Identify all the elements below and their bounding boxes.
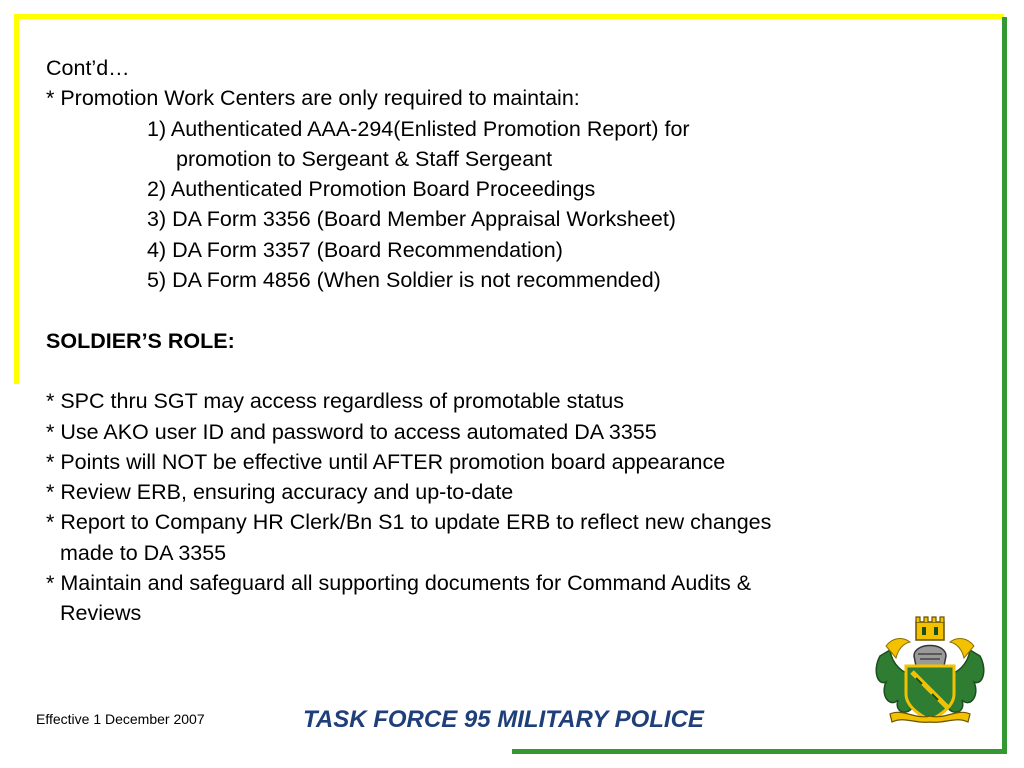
effective-date: Effective 1 December 2007 (36, 711, 205, 727)
list-item-3: 3) DA Form 3356 (Board Member Appraisal Worksheet) (147, 207, 676, 232)
list-item-1: 1) Authenticated AAA-294(Enlisted Promotion Report) for (147, 116, 690, 141)
frame-left-border (14, 14, 19, 384)
bullet-work-centers: * Promotion Work Centers are only required to maintain: (46, 86, 580, 111)
bullet-spc-thru-sgt: * SPC thru SGT may access regardless of promotable status (46, 389, 624, 414)
bullet-report-to-hr: * Report to Company HR Clerk/Bn S1 to update ERB to reflect new changes (46, 510, 772, 535)
bullet-points-effective: * Points will NOT be effective until AFTER promotion board appearance (46, 449, 726, 474)
list-item-4: 4) DA Form 3357 (Board Recommendation) (147, 237, 563, 262)
crest-tower (916, 622, 944, 640)
crest-helmet (914, 646, 946, 667)
bullet-maintain-documents: * Maintain and safeguard all supporting documents for Command Audits & (46, 571, 752, 596)
list-item-2: 2) Authenticated Promotion Board Proceedings (147, 177, 596, 202)
section-heading-soldiers-role: SOLDIER’S ROLE: (46, 328, 235, 353)
bullet-maintain-documents-continued: Reviews (60, 601, 142, 626)
list-item-1-continued: promotion to Sergeant & Staff Sergeant (176, 146, 553, 171)
bullet-ako-user-id: * Use AKO user ID and password to access automated DA 3355 (46, 419, 657, 444)
continued-heading: Cont’d… (46, 56, 130, 80)
frame-right-border (1002, 17, 1007, 754)
frame-top-border (14, 14, 1004, 19)
blank-line (46, 356, 771, 386)
slide-body (46, 53, 771, 629)
blank-line (46, 295, 771, 325)
bullet-report-to-hr-continued: made to DA 3355 (60, 540, 227, 565)
footer-title: TASK FORCE 95 MILITARY POLICE (303, 706, 704, 733)
military-police-unit-crest-icon (872, 616, 988, 724)
bullet-review-erb: * Review ERB, ensuring accuracy and up-to-date (46, 480, 514, 505)
list-item-5: 5) DA Form 4856 (When Soldier is not recommended) (147, 268, 661, 293)
frame-bottom-border (512, 749, 1007, 754)
